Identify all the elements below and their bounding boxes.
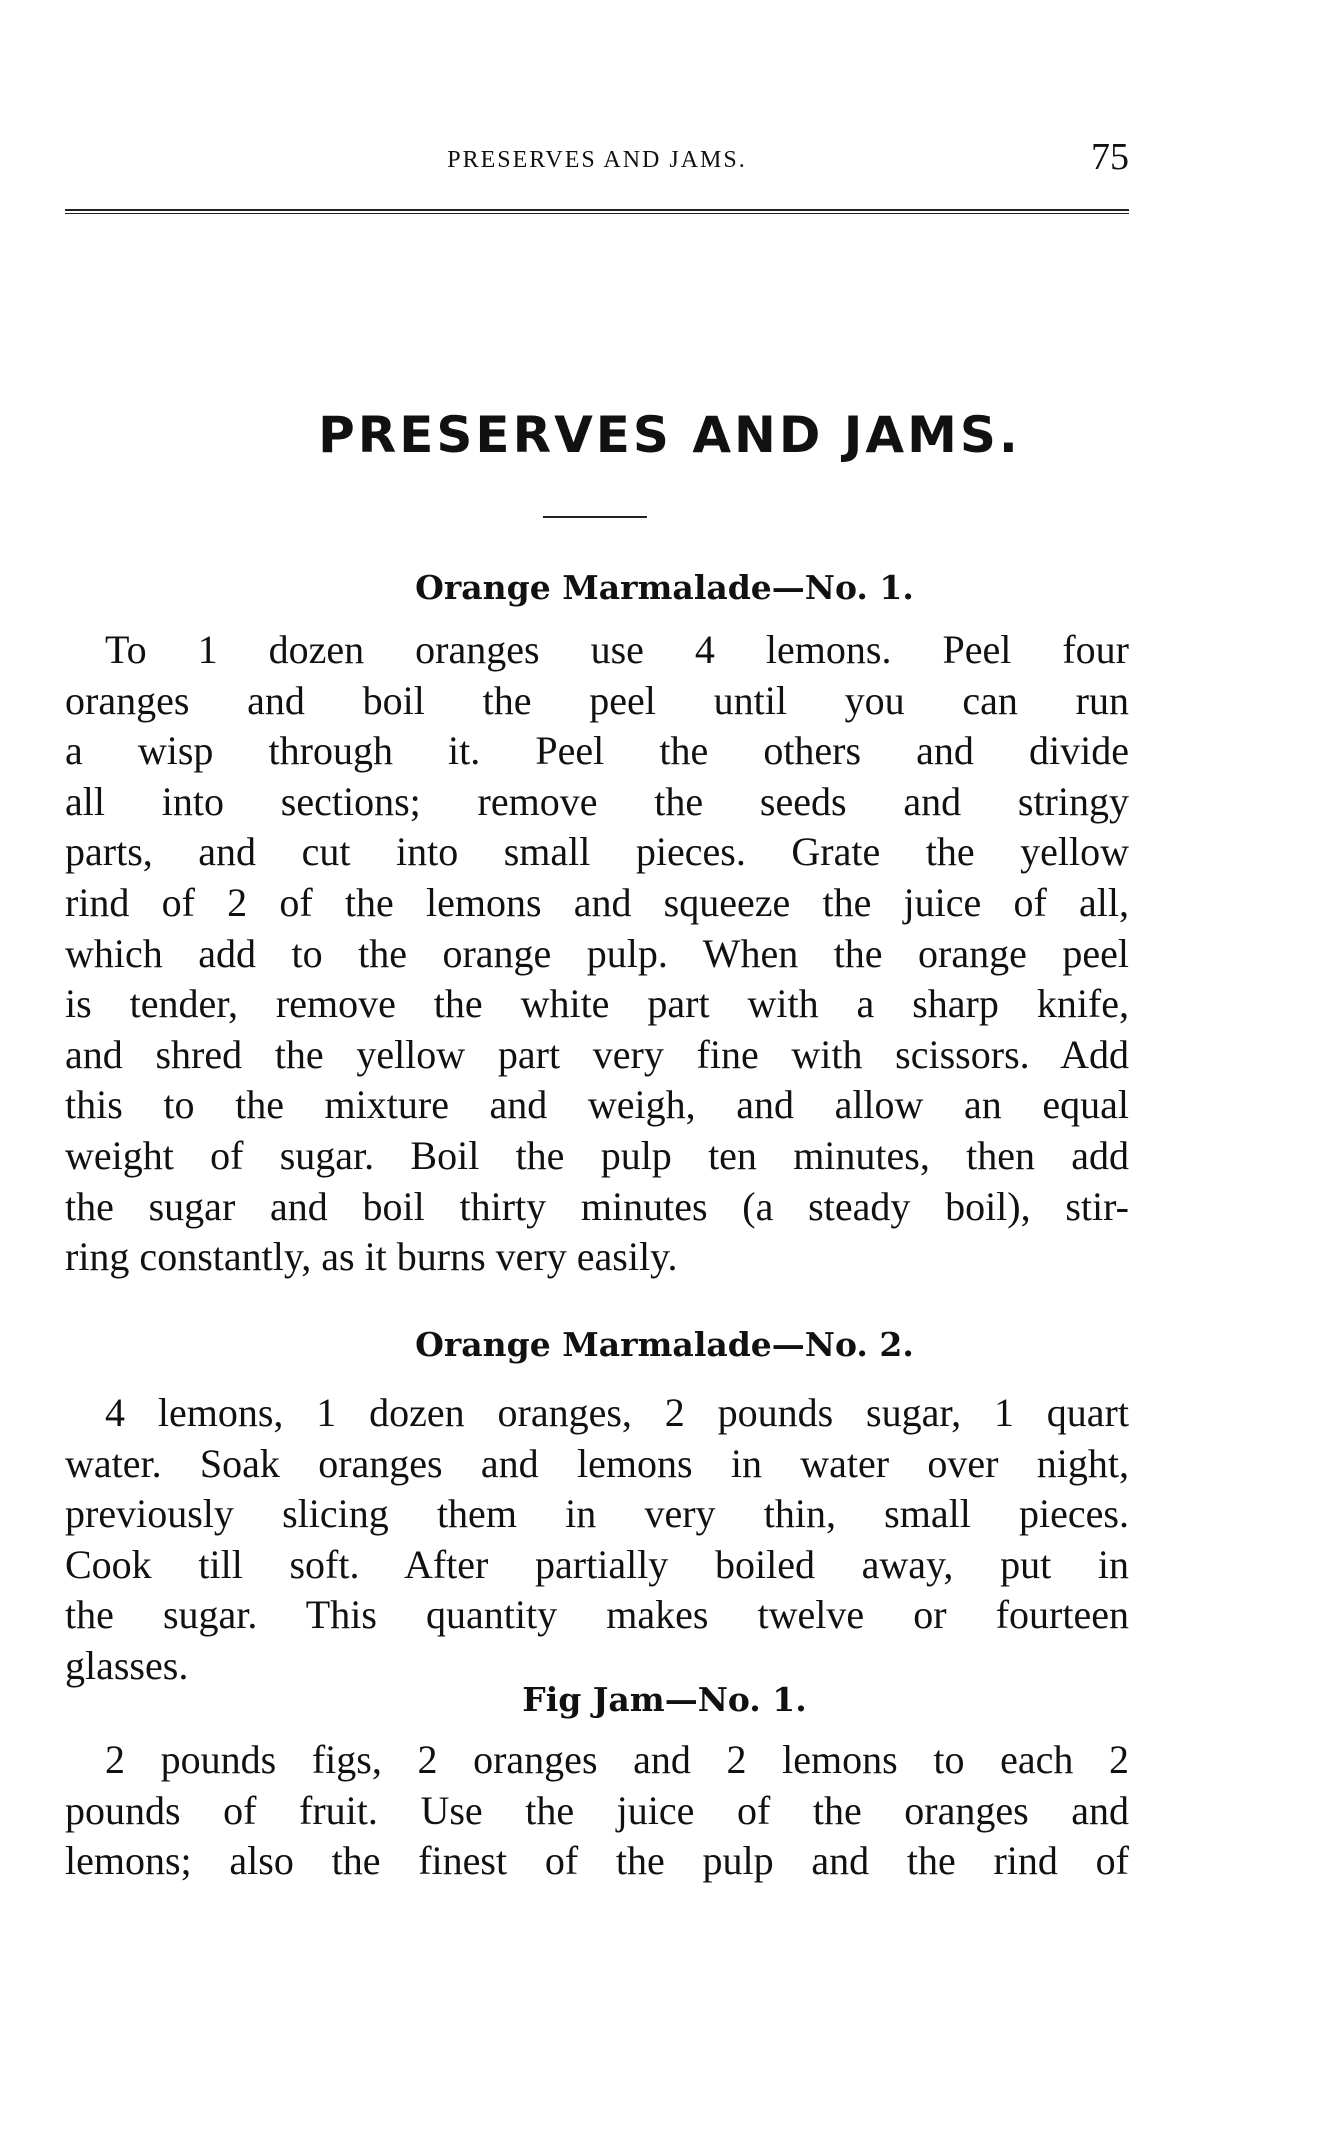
running-head <box>65 135 1129 185</box>
recipe-heading: Fig Jam—No. 1. <box>522 1680 807 1719</box>
text-line: To 1 dozen oranges use 4 lemons. Peel four <box>105 627 1129 672</box>
text-line: is tender, remove the white part with a sharp knife, <box>65 981 1129 1027</box>
text-line: this to the mixture and weigh, and allow an equal <box>65 1082 1129 1128</box>
text-line: ring constantly, as it burns very easily. <box>65 1234 678 1280</box>
text-line: which add to the orange pulp. When the orange peel <box>65 930 1129 976</box>
text-line: rind of 2 of the lemons and squeeze the juice of all, <box>65 879 1129 925</box>
text-line: glasses. <box>65 1642 189 1688</box>
text-line: parts, and cut into small pieces. Grate the yellow <box>65 829 1129 875</box>
chapter-title: PRESERVES AND JAMS. <box>318 406 1021 464</box>
text-line: 2 pounds figs, 2 oranges and 2 lemons to each 2 <box>105 1737 1129 1782</box>
text-line: the sugar and boil thirty minutes (a steady boil), stir- <box>65 1183 1129 1229</box>
text-line: water. Soak oranges and lemons in water over night, <box>65 1440 1129 1486</box>
recipe-body <box>65 625 1129 1283</box>
running-title: PRESERVES AND JAMS. <box>447 147 747 173</box>
text-line: oranges and boil the peel until you can run <box>65 677 1129 723</box>
text-line: pounds of fruit. Use the juice of the oranges and <box>65 1787 1129 1833</box>
text-line: lemons; also the finest of the pulp and the rind of <box>65 1838 1129 1884</box>
text-line: 4 lemons, 1 dozen oranges, 2 pounds sugar, 1 quart <box>105 1390 1129 1435</box>
recipe-heading: Orange Marmalade—No. 2. <box>415 1325 914 1364</box>
text-line: all into sections; remove the seeds and stringy <box>65 778 1129 824</box>
text-line: the sugar. This quantity makes twelve or fourteen <box>65 1592 1129 1638</box>
header-rule <box>65 209 1129 214</box>
text-line: Cook till soft. After partially boiled away, put in <box>65 1541 1129 1587</box>
text-line: previously slicing them in very thin, small pieces. <box>65 1491 1129 1537</box>
page-number: 75 <box>1091 136 1129 178</box>
recipe-heading: Orange Marmalade—No. 1. <box>415 568 914 607</box>
text-line: and shred the yellow part very fine with scissors. Add <box>65 1031 1129 1077</box>
title-divider <box>543 516 647 518</box>
text-line: weight of sugar. Boil the pulp ten minutes, then add <box>65 1132 1129 1178</box>
text-line: a wisp through it. Peel the others and divide <box>65 728 1129 774</box>
recipe-body <box>65 1735 1129 1887</box>
recipe-body <box>65 1388 1129 1692</box>
